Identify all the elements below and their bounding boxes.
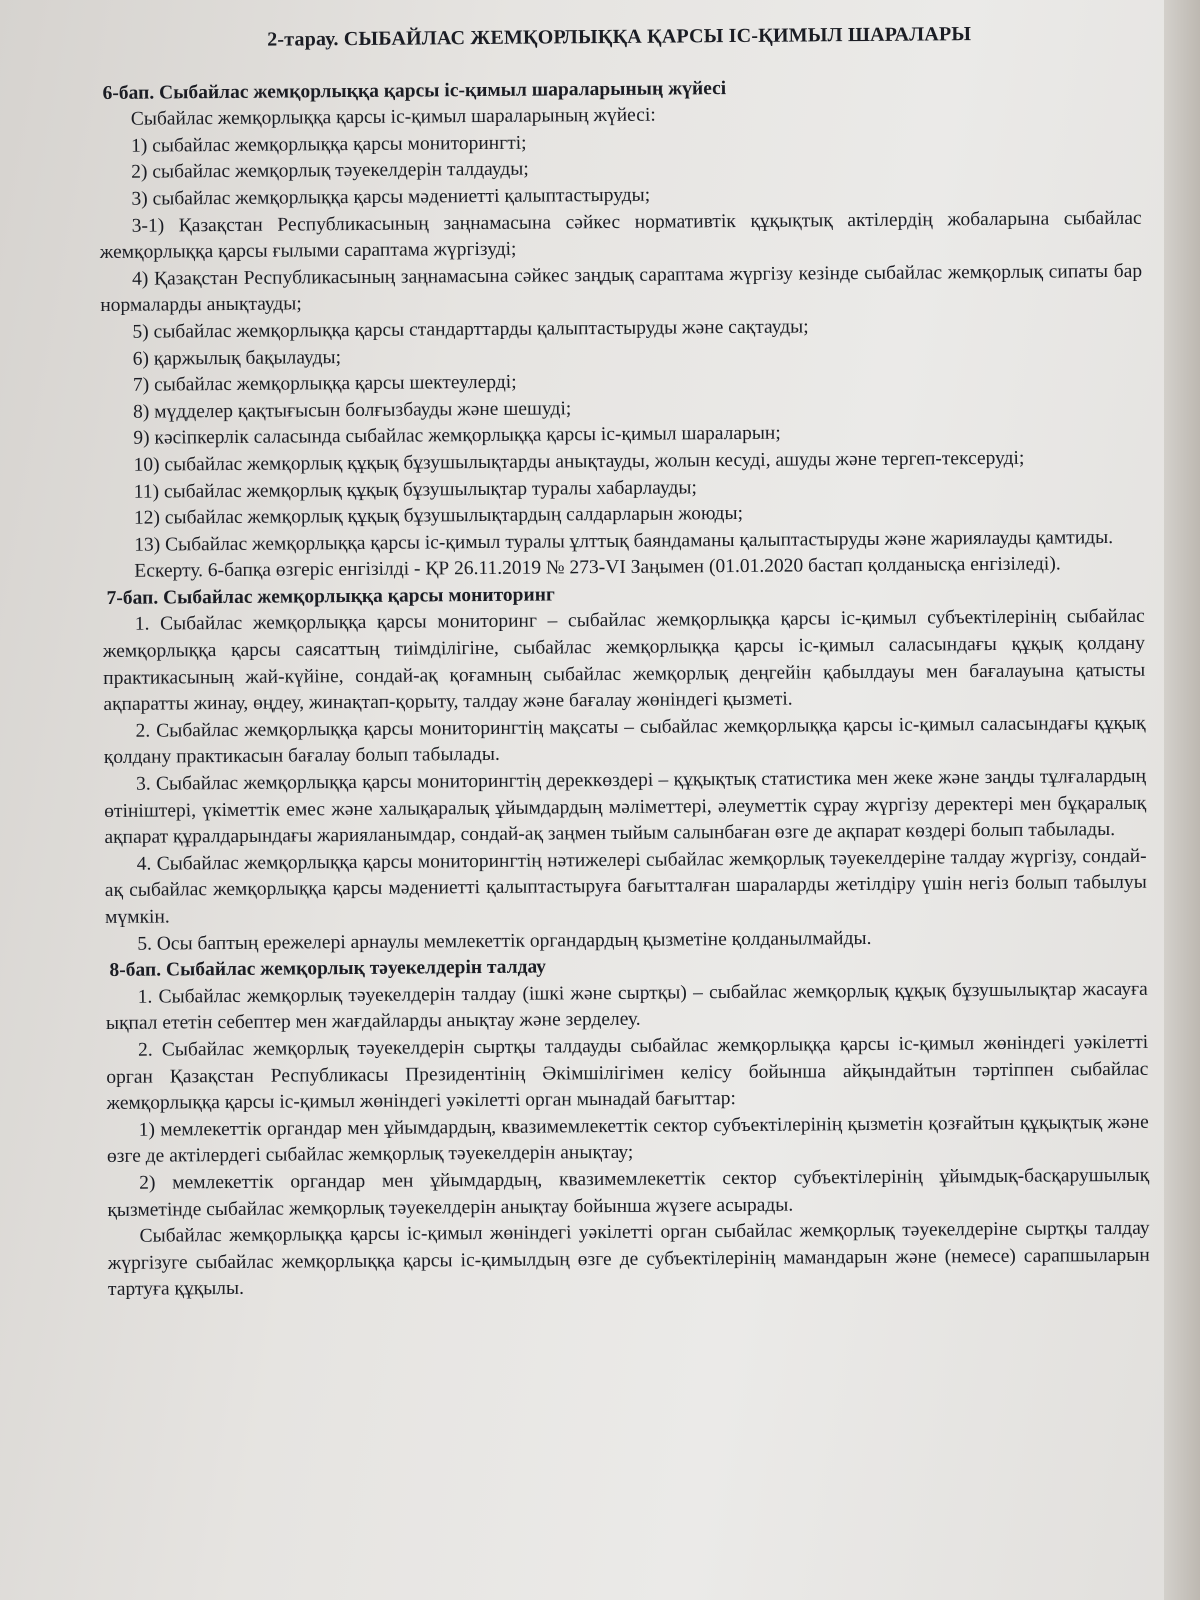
article-6-item: 6) қаржылық бақылауды; xyxy=(132,346,342,370)
article-6-item: 5) сыбайлас жемқорлыққа қарсы стандарттарды қалыптастыруды және сақтауды; xyxy=(132,316,809,343)
article-7-paragraph: 5. Осы баптың ережелері арнаулы мемлекеттік органдардың қызметіне қолданылмайды. xyxy=(137,927,872,955)
article-7-paragraph: 1. Сыбайлас жемқорлыққа қарсы мониторинг – сыбайлас жемқорлыққа қарсы іс-қимыл субъектілерінің сыбайлас жемқорлыққа қарсы саясаттың тиімділігіне, сыбайлас жемқорлыққа қарсы іс-қимыл саласындағы құқық қолдану практикасының жай-күйіне, сондай-ақ қоғамның сыбайлас жемқорлық деңгейін қабылдауы мен бағалауына қатысты ақпаратты жинау, өңдеу, жинақтап-қорыту, талдау және бағалау жөніндегі қызметі. xyxy=(102,606,1146,716)
article-6-item: 8) мүдделер қақтығысын болғызбауды және шешуді; xyxy=(133,398,572,423)
article-6-item: 11) сыбайлас жемқорлық құқық бұзушылықтар туралы хабарлауды; xyxy=(133,476,697,503)
article-6-item: 3-1) Қазақстан Республикасының заңнамасына сәйкес нормативтік құқықтық актілердің жобаларына сыбайлас жемқорлыққа қарсы ғылыми сараптама жүргізуді; xyxy=(99,207,1142,264)
article-8-paragraph: 1. Сыбайлас жемқорлық тәуекелдерін талдау (ішкі және сыртқы) – сыбайлас жемқорлық құқық бұзушылықтар жасауға ықпал ететін себептер мен жағдайларды анықтау және зерделеу. xyxy=(105,978,1148,1035)
article-7-paragraph: 3. Сыбайлас жемқорлыққа қарсы мониторингтің дереккөздері – құқықтық статистика мен жеке және заңды тұлғалардың өтініштері, үкіметтік емес және халықаралық ұйымдардың мәліметтері, әлеуметтік сұрау жүргізу деректері мен бұқаралық ақпарат құралдарындағы жарияланымдар, сондай-ақ заңмен тыйым салынбаған өзге де ақпарат көздері болып табылады. xyxy=(104,765,1147,849)
part-title: 2-тарау. СЫБАЙЛАС ЖЕМҚОРЛЫҚҚА ҚАРСЫ ІС-ҚИМЫЛ ШАРАЛАРЫ xyxy=(267,23,972,51)
article-6-heading: 6-бап. Сыбайлас жемқорлыққа қарсы іс-қимыл шараларының жүйесі xyxy=(102,77,727,104)
article-6-item: 3) сыбайлас жемқорлыққа қарсы мәдениетті қалыптастыруды; xyxy=(131,184,651,210)
article-8-heading: 8-бап. Сыбайлас жемқорлық тәуекелдерін талдау xyxy=(109,956,547,982)
article-6-item: 7) сыбайлас жемқорлыққа қарсы шектеулерді; xyxy=(132,371,517,396)
article-8-paragraph: 1) мемлекеттік органдар мен ұйымдардың, квазимемлекеттік сектор субъектілерінің қызметін қозғайтын құқықтық және өзге де актілердегі сыбайлас жемқорлық тәуекелдерін анықтау; xyxy=(106,1111,1149,1168)
article-6-item: 12) сыбайлас жемқорлық құқық бұзушылықтардың салдарларын жоюды; xyxy=(133,503,744,529)
article-8-paragraph: Сыбайлас жемқорлыққа қарсы іс-қимыл жөніндегі уәкілетті орган сыбайлас жемқорлық тәуекелдеріне сыртқы талдау жүргізуге сыбайлас жемқорлыққа қарсы іс-қимылдың өзге де субъектілерінің мамандарын және (немесе) сарапшыларын тартуға құқылы. xyxy=(107,1217,1150,1301)
article-6-item: 2) сыбайлас жемқорлық тәуекелдерін талдауды; xyxy=(131,158,529,184)
article-7-paragraph: 4. Сыбайлас жемқорлыққа қарсы мониторингтің нәтижелері сыбайлас жемқорлық тәуекелдеріне талдау жүргізу, сондай-ақ сыбайлас жемқорлыққа қарсы мәдениетті қалыптастыруға бағытталған шараларды жетілдіру үшін негіз болып табылуы мүмкін. xyxy=(104,845,1147,928)
article-7-heading: 7-бап. Сыбайлас жемқорлыққа қарсы мониторинг xyxy=(106,584,555,609)
article-8-paragraph: 2) мемлекеттік органдар мен ұйымдардың, квазимемлекеттік сектор субъектілерінің ұйымдық-басқарушылық қызметінде сыбайлас жемқорлық тәуекелдерін анықтау бойынша жүзеге асырады. xyxy=(107,1164,1150,1221)
article-6-item: 10) сыбайлас жемқорлық құқық бұзушылықтарды анықтауды, жолын кесуді, ашуды және тергеп-тексеруді; xyxy=(133,447,1025,476)
article-8-paragraph: 2. Сыбайлас жемқорлық тәуекелдерін сыртқы талдауды сыбайлас жемқорлыққа қарсы іс-қимыл жөніндегі уәкілетті орган Қазақстан Республикасы Президентінің Әкімшілігімен келісу бойынша айқындайтын тәртіппен сыбайлас жемқорлыққа қарсы іс-қимыл жөніндегі уәкілетті орган мынадай бағыттар: xyxy=(106,1031,1149,1115)
article-6-note: Ескерту. 6-бапқа өзгеріс енгізілді - ҚР 26.11.2019 № 273-VI Заңымен (01.01.2020 бастап қолданысқа енгізіледі). xyxy=(134,553,1061,583)
article-6-intro: Сыбайлас жемқорлыққа қарсы іс-қимыл шараларының жүйесі: xyxy=(130,104,656,130)
article-6-item: 4) Қазақстан Республикасының заңнамасына сәйкес заңдық сараптама жүргізу кезінде сыбайлас жемқорлық сипаты бар нормаларды анықтауды; xyxy=(100,260,1143,317)
page-edge-shadow xyxy=(1164,0,1200,1600)
article-6-item: 9) кәсіпкерлік саласында сыбайлас жемқорлыққа қарсы іс-қимыл шараларын; xyxy=(133,422,781,450)
article-7-paragraph: 2. Сыбайлас жемқорлыққа қарсы мониторингтің мақсаты – сыбайлас жемқорлыққа қарсы іс-қимыл саласындағы құқық қолдану практикасын бағалау болып табылады. xyxy=(103,712,1146,769)
article-6-item: 13) Сыбайлас жемқорлыққа қарсы іс-қимыл туралы ұлттық баяндаманы қалыптастыруды және жариялауды қамтиды. xyxy=(134,526,1114,556)
document-text xyxy=(98,6,1150,1304)
article-6-item: 1) сыбайлас жемқорлыққа қарсы мониторингті; xyxy=(130,132,527,157)
